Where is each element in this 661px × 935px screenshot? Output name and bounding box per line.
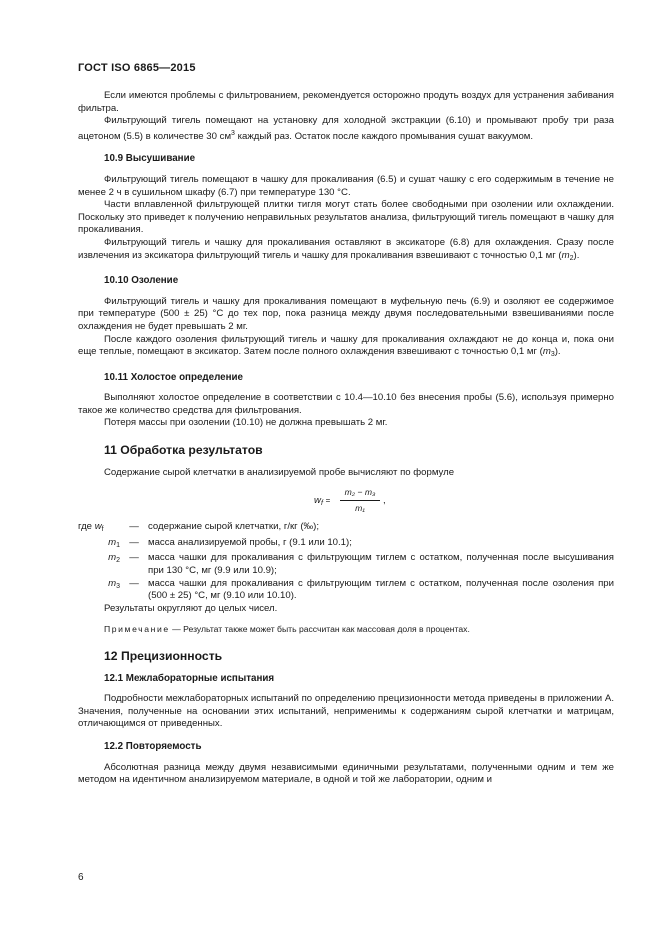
variable: m	[108, 552, 117, 564]
variable-definitions	[78, 521, 614, 603]
variable: m	[561, 249, 570, 261]
subscript: 3	[550, 351, 555, 359]
formula-comma: ,	[383, 495, 386, 507]
superscript: 3	[231, 129, 235, 137]
definition-row	[78, 578, 614, 603]
subscript: 3	[116, 582, 120, 590]
variable: m	[108, 577, 117, 589]
definition-dash: —	[129, 521, 139, 533]
section-10-11-paragraph-2: Потеря массы при озолении (10.10) не должна превышать 2 мг.	[104, 417, 388, 429]
definition-symbol	[78, 552, 120, 568]
section-10-10-paragraph-1: Фильтрующий тигель и чашку для прокаливания помещают в муфельную печь (6.9) и озоляют ее содержимое при температуре (500 ± 25) °С до тех пор, пока разница между двумя последовательными взвешиваниями после охлаждения не будет превышать 2 мг.	[78, 295, 614, 332]
definition-text: масса чашки для прокаливания с фильтрующим тиглем с остатком, полученная после озоления при (500 ± 25) °С, мг (9.10 или 10.10).	[148, 577, 614, 602]
where-label: где	[78, 521, 93, 533]
text-run: Фильтрующий тигель помещают на установку для холодной экстракции (6.10) и промывают пробу три раза ацетоном (5.5) в количестве 30 см	[78, 115, 614, 142]
section-10-10-heading: 10.10 Озоление	[104, 275, 179, 287]
rounding-note: Результаты округляют до целых чисел.	[104, 602, 278, 614]
formula-lhs	[314, 495, 330, 511]
variable: m	[542, 346, 551, 358]
section-10-9-paragraph-3	[78, 237, 614, 265]
section-10-9-paragraph-1: Фильтрующий тигель помещают в чашку для прокаливания (6.5) и сушат чашку с его содержимым в течение не менее 2 ч в сушильном шкафу (6.7) при температуре 130 °С.	[78, 173, 614, 198]
text-run: каждый раз. Остаток после каждого промывания сушат вакуумом.	[234, 130, 534, 142]
definition-text: масса анализируемой пробы, г (9.1 или 10.1);	[148, 536, 352, 548]
variable: w	[314, 495, 321, 507]
definition-row	[78, 537, 614, 553]
text-run: ).	[554, 346, 561, 358]
definition-text: масса чашки для прокаливания с фильтрующим тиглем с остатком, полученная после высушивания при 130 °С, мг (9.9 или 10.9);	[148, 552, 614, 577]
definition-dash: —	[129, 552, 139, 564]
definition-dash: —	[129, 577, 139, 589]
definition-row	[78, 521, 614, 537]
formula-fraction	[340, 486, 380, 514]
page-number: 6	[78, 872, 84, 883]
subscript: 1	[116, 541, 120, 549]
section-10-9-paragraph-2: Части вплавленной фильтрующей плитки тигля могут стать более свободными при озолении или охлаждении. Поскольку это приведет к получению неправильных результатов анализа, фильтрующий тигель помещают в чашку для прокаливания.	[78, 199, 614, 236]
definition-symbol	[78, 537, 120, 553]
subscript: f	[320, 500, 323, 508]
formula-numerator: m₂ − m₃	[340, 486, 380, 501]
section-11-heading: 11 Обработка результатов	[104, 443, 263, 458]
definition-symbol	[78, 578, 120, 594]
note-paragraph	[78, 623, 614, 636]
subscript: 2	[569, 254, 574, 262]
equals-sign: =	[325, 496, 331, 506]
section-12-1-heading: 12.1 Межлабораторные испытания	[104, 672, 275, 684]
intro-paragraph-2	[78, 115, 614, 143]
subscript: 2	[116, 557, 120, 565]
subscript: f	[101, 526, 104, 534]
intro-paragraph-1: Если имеются проблемы с фильтрованием, рекомендуется осторожно продуть воздух для устранения забивания фильтра.	[78, 90, 614, 114]
section-10-10-paragraph-2	[78, 334, 614, 362]
formula-denominator: m₁	[355, 502, 365, 513]
section-12-heading: 12 Прецизионность	[104, 649, 223, 663]
section-11-paragraph-1: Содержание сырой клетчатки в анализируемой пробе вычисляют по формуле	[104, 466, 455, 478]
definition-symbol	[78, 521, 120, 537]
text-run: После каждого озоления фильтрующий тигель и чашку для прокаливания охлаждают не до конца и, пока они еще теплые, помещают в эксикатор. Затем после полного охлаждения взвешивают с точностью 0,1 мг (	[78, 333, 614, 358]
variable: m	[108, 536, 117, 548]
formula	[78, 483, 614, 521]
section-10-11-heading: 10.11 Холостое определение	[104, 371, 243, 383]
text-run: Фильтрующий тигель и чашку для прокаливания оставляют в эксикаторе (6.8) для охлаждения. Сразу после извлечения из эксикатора фильтрующий тигель и чашку для прокаливания взвешивают с точностью 0,1 мг (	[78, 236, 614, 261]
section-10-11-paragraph-1: Выполняют холостое определение в соответствии с 10.4—10.10 без внесения пробы (5.6), используя примерно такое же количество средства для фильтрования.	[78, 392, 614, 416]
section-12-2-heading: 12.2 Повторяемость	[104, 740, 202, 752]
section-12-1-paragraph: Подробности межлабораторных испытаний по определению прецизионности метода приведены в приложении А. Значения, полученные на основании этих испытаний, неприменимы к содержаниям сырой клетчатки и матрицам, отличающимся от приведенных.	[78, 693, 614, 730]
text-run: ).	[573, 249, 580, 261]
note-text: — Результат также может быть рассчитан как массовая доля в процентах.	[169, 624, 470, 635]
document-body	[78, 90, 614, 787]
definition-dash: —	[129, 536, 139, 548]
variable: w	[94, 521, 102, 533]
document-header: ГОСТ ISO 6865—2015	[78, 62, 196, 74]
definition-row	[78, 552, 614, 577]
note-label: Примечание	[104, 624, 170, 635]
section-12-2-paragraph: Абсолютная разница между двумя независимыми единичными результатами, полученными одним и тем же методом на идентичном анализируемом материале, в одной и той же лаборатории, одним и	[78, 761, 614, 786]
definition-text: содержание сырой клетчатки, г/кг (‰);	[148, 521, 319, 533]
section-10-9-heading: 10.9 Высушивание	[104, 153, 196, 165]
